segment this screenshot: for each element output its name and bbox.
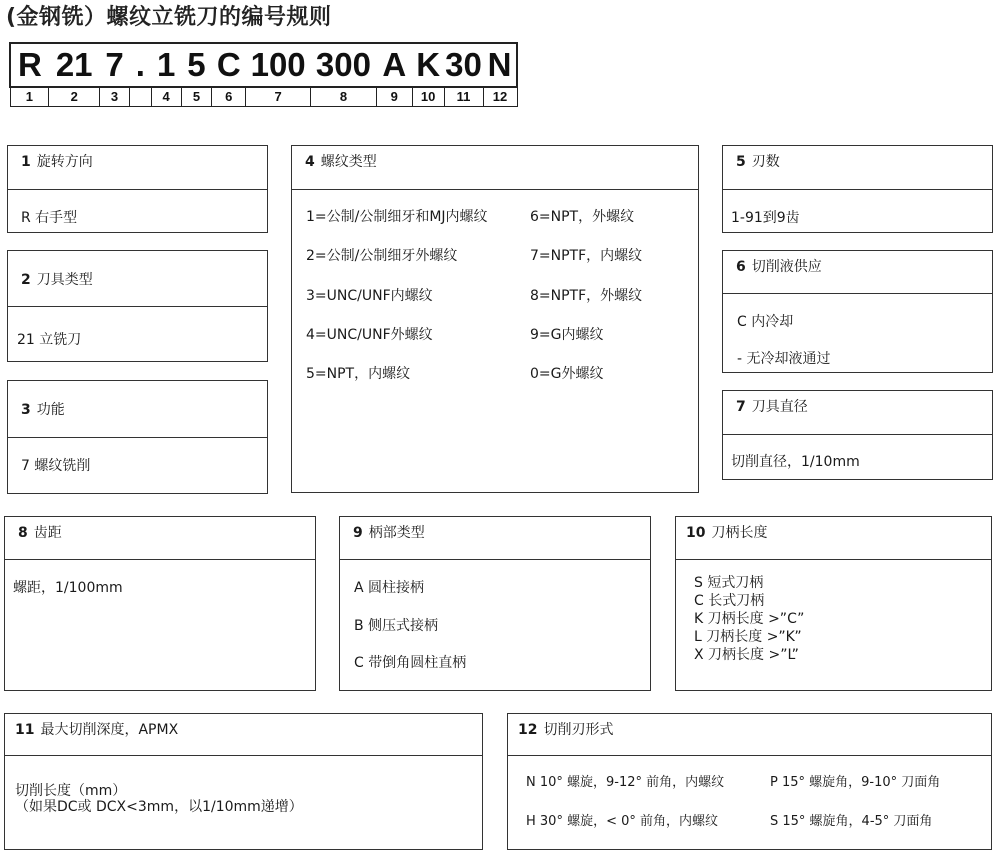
code-char: C (212, 43, 246, 87)
code-char: 21 (49, 43, 100, 87)
section-2-tool-type (7, 250, 268, 362)
section-number: 7 (736, 399, 746, 415)
section-line: K 刀柄长度 >”C” (694, 611, 805, 627)
section-line: 7 螺纹铣削 (21, 458, 91, 474)
code-position-number: 11 (444, 87, 483, 107)
code-position-number: 3 (100, 87, 130, 107)
section-8-pitch (4, 516, 316, 691)
section-number: 3 (21, 402, 31, 418)
section-number: 8 (18, 525, 28, 541)
section-line: （如果DC或 DCX<3mm，以1/10mm递增） (15, 799, 303, 815)
code-position-number: 7 (246, 87, 311, 107)
thread-type-item: 2=公制/公制细牙外螺纹 (306, 248, 458, 264)
section-number: 10 (686, 525, 706, 541)
section-3-function (7, 380, 268, 494)
section-line: 螺距，1/100mm (13, 580, 123, 596)
section-line: A 圆柱接柄 (354, 580, 425, 596)
section-number: 4 (305, 154, 315, 170)
section-line: C 带倒角圆柱直柄 (354, 655, 467, 671)
thread-type-item: 7=NPTF，内螺纹 (530, 248, 643, 264)
section-line: S 短式刀柄 (694, 575, 764, 591)
section-number: 1 (21, 154, 31, 170)
section-line: X 刀柄长度 >”L” (694, 647, 799, 663)
thread-type-item: 9=G内螺纹 (530, 327, 604, 343)
code-position-number: 2 (49, 87, 100, 107)
code-position-number: 5 (181, 87, 212, 107)
thread-type-item: 3=UNC/UNF内螺纹 (306, 288, 433, 304)
section-number: 9 (353, 525, 363, 541)
code-char: . (129, 43, 151, 87)
section-5-flutes (722, 145, 993, 233)
edge-form-item: N 10° 螺旋，9-12° 前角，内螺纹 (526, 775, 725, 790)
code-position-number: 10 (412, 87, 444, 107)
code-char: 30 (444, 43, 483, 87)
edge-form-item: P 15° 螺旋角，9-10° 刀面角 (770, 775, 941, 790)
thread-type-item: 6=NPT，外螺纹 (530, 209, 635, 225)
code-char: 7 (100, 43, 130, 87)
section-line: B 侧压式接柄 (354, 618, 439, 634)
thread-type-item: 4=UNC/UNF外螺纹 (306, 327, 433, 343)
section-number: 2 (21, 272, 31, 288)
section-7-diameter (722, 390, 993, 480)
code-char: 1 (151, 43, 181, 87)
section-line: 1-91到9齿 (731, 210, 800, 226)
section-6-coolant (722, 250, 993, 373)
section-number: 12 (518, 722, 538, 738)
section-title: 切削液供应 (751, 259, 822, 275)
section-title: 功能 (36, 402, 65, 418)
section-line: R 右手型 (21, 210, 78, 226)
section-line: L 刀柄长度 >”K” (694, 629, 802, 645)
section-title: 旋转方向 (36, 154, 93, 170)
section-title: 螺纹类型 (320, 154, 377, 170)
section-title: 刃数 (751, 154, 780, 170)
edge-form-item: H 30° 螺旋，< 0° 前角，内螺纹 (526, 814, 719, 829)
code-position-number: 6 (212, 87, 246, 107)
code-position-number (129, 87, 151, 107)
code-char: 5 (181, 43, 212, 87)
section-line: 21 立铣刀 (17, 332, 82, 348)
section-12-edge-form (507, 713, 992, 850)
thread-type-item: 0=G外螺纹 (530, 366, 604, 382)
section-line: C 内冷却 (737, 314, 794, 330)
edge-form-item: S 15° 螺旋角，4-5° 刀面角 (770, 814, 933, 829)
section-4-thread-type (291, 145, 699, 493)
thread-type-item: 5=NPT，内螺纹 (306, 366, 411, 382)
section-10-shank-length (675, 516, 992, 691)
code-position-number: 4 (151, 87, 181, 107)
section-number: 5 (736, 154, 746, 170)
section-number: 6 (736, 259, 746, 275)
section-title: 切削刃形式 (543, 722, 614, 738)
code-char: 300 (311, 43, 377, 87)
code-char: N (483, 43, 517, 87)
section-11-max-depth (4, 713, 483, 850)
section-line: - 无冷却液通过 (737, 351, 831, 367)
code-position-number: 9 (376, 87, 412, 107)
code-char: K (412, 43, 444, 87)
section-line: 切削长度（mm） (15, 783, 127, 799)
code-position-number: 1 (10, 87, 49, 107)
section-9-shank-type (339, 516, 651, 691)
code-char: A (376, 43, 412, 87)
thread-type-item: 1=公制/公制细牙和MJ内螺纹 (306, 209, 488, 225)
section-title: 最大切削深度，APMX (40, 722, 179, 738)
code-char: 100 (246, 43, 311, 87)
thread-type-item: 8=NPTF，外螺纹 (530, 288, 643, 304)
page-title: (金钢铣）螺纹立铣刀的编号规则 (6, 5, 332, 30)
section-line: 切削直径，1/10mm (731, 454, 860, 470)
section-number: 11 (15, 722, 35, 738)
code-grid (9, 42, 518, 107)
code-position-number: 8 (311, 87, 377, 107)
section-1-rotation (7, 145, 268, 233)
code-char: R (10, 43, 49, 87)
section-title: 柄部类型 (368, 525, 425, 541)
section-title: 刀柄长度 (711, 525, 768, 541)
section-title: 齿距 (33, 525, 62, 541)
section-title: 刀具类型 (36, 272, 93, 288)
section-line: C 长式刀柄 (694, 593, 765, 609)
code-position-number: 12 (483, 87, 517, 107)
section-title: 刀具直径 (751, 399, 808, 415)
